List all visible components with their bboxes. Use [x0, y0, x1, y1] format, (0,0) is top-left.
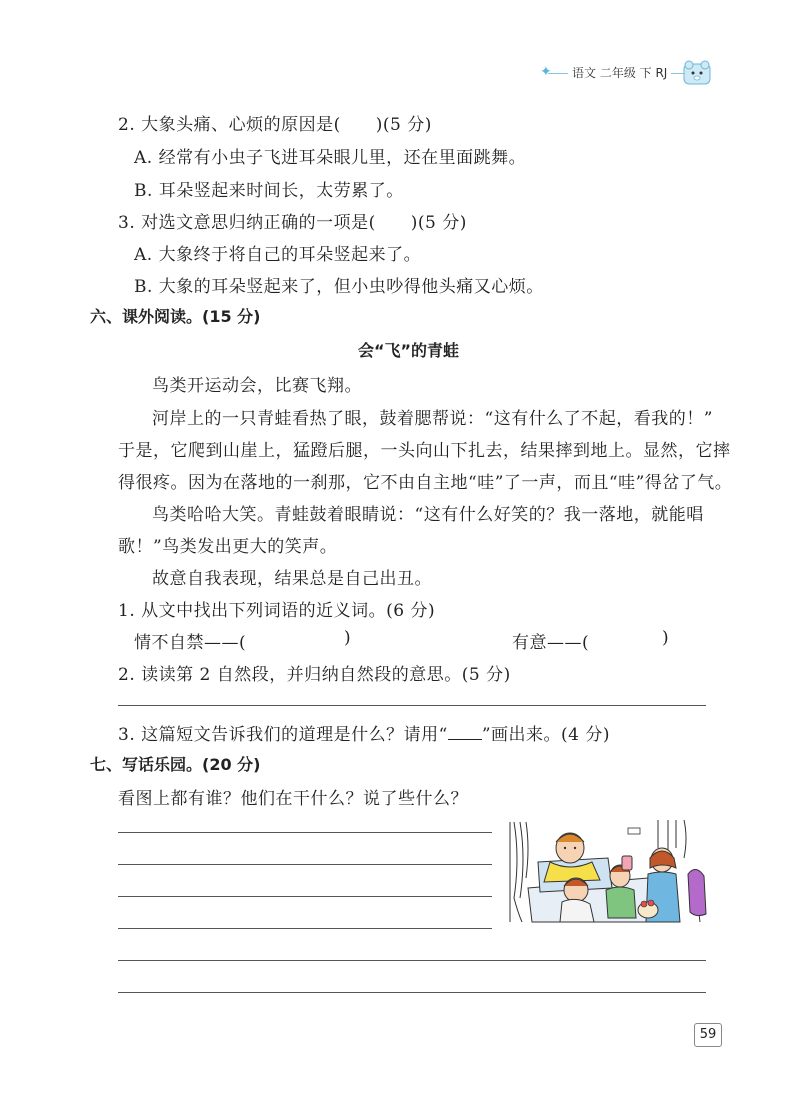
story-paragraph-3-line-2: 歌！”鸟类发出更大的笑声。: [118, 537, 338, 557]
hospital-visit-illustration: [508, 818, 714, 928]
section-6-question-3: 3. 这篇短文告诉我们的道理是什么？请用“ ”画出来。(4 分): [118, 725, 611, 745]
answer-line[interactable]: [118, 705, 706, 706]
story-paragraph-2-line-1: 河岸上的一只青蛙看热了眼，鼓着腮帮说：“这有什么了不起，看我的！”: [152, 409, 713, 429]
story-paragraph-2-line-3: 得很疼。因为在落地的一刹那，它不由自主地“哇”了一声，而且“哇”得岔了气。: [118, 473, 733, 493]
question-3: 3. 对选文意思归纳正确的一项是( )(5 分): [118, 213, 467, 233]
section-6-question-2: 2. 读读第 2 自然段，并归纳自然段的意思。(5 分): [118, 665, 511, 685]
section-6-title: 六、课外阅读。(15 分): [90, 307, 261, 326]
writing-line[interactable]: [118, 928, 492, 929]
header-subject-grade: 语文 二年级 下 RJ: [568, 64, 671, 81]
underline-sample: [448, 727, 482, 740]
writing-line[interactable]: [118, 960, 706, 961]
bear-mascot-icon: [682, 58, 712, 86]
section-7-title: 七、写话乐园。(20 分): [90, 755, 261, 774]
section-6-question-1: 1. 从文中找出下列词语的近义词。(6 分): [118, 601, 436, 621]
question-2-option-b: B. 耳朵竖起来时间长，太劳累了。: [134, 181, 404, 201]
writing-line[interactable]: [118, 992, 706, 993]
star-icon: ✦: [540, 64, 552, 80]
writing-line[interactable]: [118, 832, 492, 833]
synonym-answer-1-close: ): [344, 628, 352, 648]
page-number: 59: [694, 1023, 722, 1047]
question-3-option-b: B. 大象的耳朵竖起来了，但小虫吵得他头痛又心烦。: [134, 277, 544, 297]
story-paragraph-4: 故意自我表现，结果总是自己出丑。: [152, 569, 432, 589]
synonym-word-1: 情不自禁——(: [134, 633, 247, 653]
story-paragraph-1: 鸟类开运动会，比赛飞翔。: [152, 376, 362, 396]
writing-line[interactable]: [118, 864, 492, 865]
synonym-word-2: 有意——(: [512, 633, 590, 653]
writing-prompt: 看图上都有谁？他们在干什么？说了些什么？: [118, 789, 468, 809]
story-paragraph-2-line-2: 于是，它爬到山崖上，猛蹬后腿，一头向山下扎去，结果摔到地上。显然，它摔: [118, 441, 731, 461]
writing-line[interactable]: [118, 896, 492, 897]
question-2: 2. 大象头痛、心烦的原因是( )(5 分): [118, 115, 432, 135]
story-paragraph-3-line-1: 鸟类哈哈大笑。青蛙鼓着眼睛说：“这有什么好笑的？我一落地，就能唱: [152, 505, 704, 525]
question-3-option-a: A. 大象终于将自己的耳朵竖起来了。: [134, 245, 422, 265]
story-title: 会“飞”的青蛙: [358, 341, 460, 360]
synonym-answer-2-close: ): [662, 628, 670, 648]
question-2-option-a: A. 经常有小虫子飞进耳朵眼儿里，还在里面跳舞。: [134, 148, 527, 168]
